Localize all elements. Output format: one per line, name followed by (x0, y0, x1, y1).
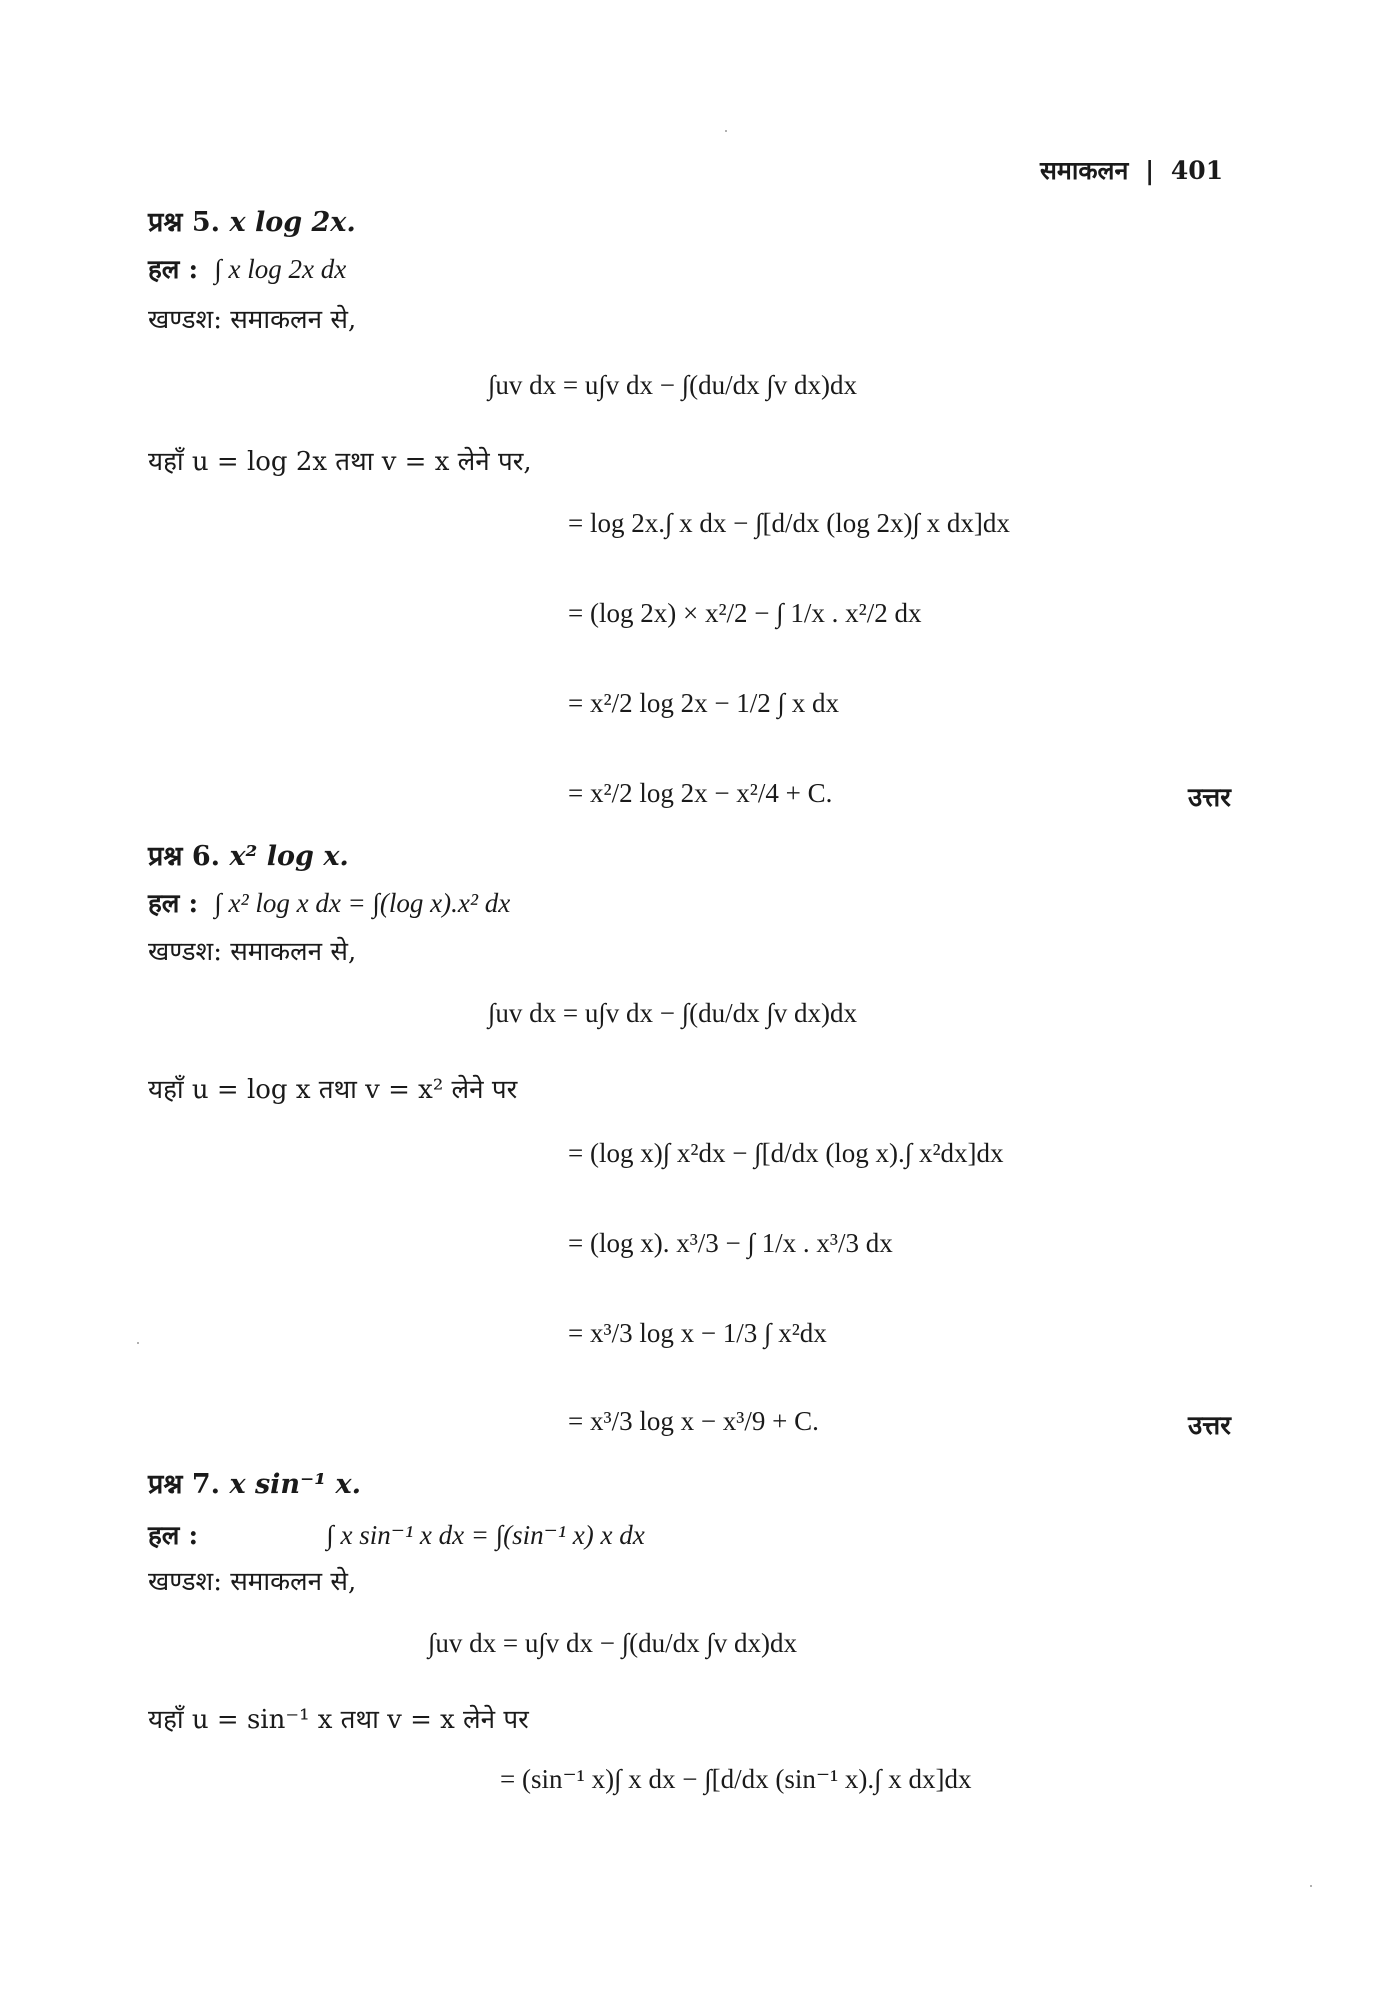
step: = (sin⁻¹ x)∫ x dx − ∫[d/dx (sin⁻¹ x).∫ x dx]dx (500, 1764, 972, 1794)
step: = log 2x.∫ x dx − ∫[d/dx (log 2x)∫ x dx]dx (568, 508, 1010, 538)
solution-expression: ∫ x² log x dx = ∫(log x).x² dx (214, 888, 511, 918)
solution-label: हल : (148, 255, 199, 285)
scan-speck (137, 1342, 139, 1344)
question-expression: x log 2x. (229, 207, 356, 238)
scan-speck (725, 130, 727, 132)
question-7-heading (148, 1464, 361, 1501)
chapter-title: समाकलन (1040, 156, 1129, 185)
step: = x²/2 log 2x − 1/2 ∫ x dx (568, 688, 839, 718)
step: = (log x). x³/3 − ∫ 1/x . x³/3 dx (568, 1228, 893, 1258)
step: = (log x)∫ x²dx − ∫[d/dx (log x).∫ x²dx]dx (568, 1138, 1004, 1168)
substitution-text: यहाँ u = log x तथा v = x² लेने पर (148, 1075, 518, 1105)
formula: ∫uv dx = u∫v dx − ∫(du/dx ∫v dx)dx (428, 1628, 798, 1658)
solution-label: हल : (148, 1521, 199, 1551)
method-text: खण्डश: समाकलन से, (148, 1567, 357, 1597)
step: = (log 2x) × x²/2 − ∫ 1/x . x²/2 dx (568, 598, 922, 628)
substitution-text: यहाँ u = sin⁻¹ x तथा v = x लेने पर (148, 1705, 529, 1735)
question-6-heading (148, 836, 349, 873)
answer-label: उत्तर (1188, 783, 1231, 813)
step: = x³/3 log x − 1/3 ∫ x²dx (568, 1318, 827, 1348)
question-6-solution (148, 884, 510, 920)
method-text: खण्डश: समाकलन से, (148, 937, 357, 967)
question-label: प्रश्न 6. (148, 841, 221, 872)
question-5-solution (148, 250, 346, 286)
answer-label: उत्तर (1188, 1411, 1231, 1441)
question-expression: x² log x. (229, 841, 349, 872)
scan-speck (1310, 1885, 1312, 1887)
step: = x²/2 log 2x − x²/4 + C. (568, 778, 833, 808)
question-expression: x sin⁻¹ x. (229, 1469, 362, 1500)
substitution-text: यहाँ u = log 2x तथा v = x लेने पर, (148, 447, 532, 477)
question-label: प्रश्न 7. (148, 1469, 221, 1500)
step: = x³/3 log x − x³/9 + C. (568, 1406, 819, 1436)
page-header (1040, 153, 1223, 187)
solution-expression: ∫ x log 2x dx (214, 254, 347, 284)
question-label: प्रश्न 5. (148, 207, 221, 238)
formula: ∫uv dx = u∫v dx − ∫(du/dx ∫v dx)dx (488, 998, 858, 1028)
formula: ∫uv dx = u∫v dx − ∫(du/dx ∫v dx)dx (488, 370, 858, 400)
question-7-solution (148, 1516, 645, 1552)
solution-expression: ∫ x sin⁻¹ x dx = ∫(sin⁻¹ x) x dx (326, 1520, 645, 1550)
question-5-heading (148, 202, 356, 239)
solution-label: हल : (148, 889, 199, 919)
page-number: 401 (1170, 156, 1224, 185)
method-text: खण्डश: समाकलन से, (148, 305, 357, 335)
header-separator: | (1145, 156, 1155, 185)
